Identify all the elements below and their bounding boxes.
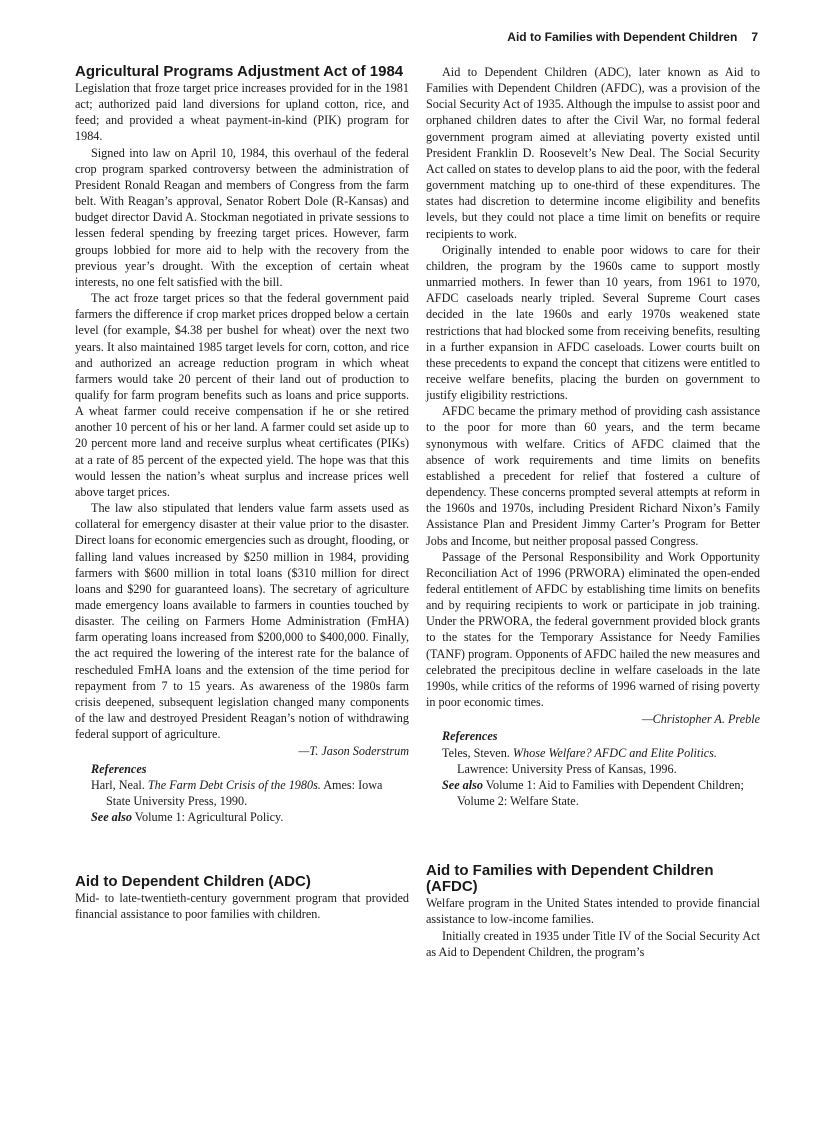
see-also-text: Volume 1: Agricultural Policy. [131,810,284,825]
reference-item [442,745,760,777]
body-paragraph: Passage of the Personal Responsibility and Work Opportunity Reconciliation Act of 1996 (PRWORA) eliminated the open-ended federal entitlement of AFDC by establishing time limits on benefits and by requiring recipients to work or participate in job training. Under the PRWORA, the federal government provided block grants to the states for the Temporary Assistance for Needy Families (TANF) program. Opponents of AFDC hailed the new measures and celebrated the precipitous decline in welfare caseloads in the late 1990s, while critics of the reforms of 1996 warned of rising poverty in poor economic times. [426,549,760,710]
reference-author: Teles, Steven. [442,745,513,760]
see-also-label: See also [91,810,132,825]
reference-title: The Farm Debt Crisis of the 1980s. [147,777,321,792]
body-paragraph: Originally intended to enable poor widows to care for their children, the program by the 1960s came to support mostly unmarried mothers. In fewer than 10 years, from 1961 to 1970, AFDC caseloads nearly tripled. Several Supreme Court cases decided in the late 1960s and early 1970s weakened state restrictions that had blocked some from receiving benefits, resulting in a further expansion in AFDC caseloads. Lower courts built on these precedents to expand the concept that citizens were entitled to receive welfare benefits, placing the burden on government to justify eligibility restrictions. [426,242,760,403]
entry-title-agricultural-programs: Agricultural Programs Adjustment Act of 1984 [75,63,404,80]
reference-title: Whose Welfare? AFDC and Elite Politics. [512,745,717,760]
entry-title-afdc: Aid to Families with Dependent Children (AFDC) [426,862,714,896]
reference-publisher: Lawrence: University Press of Kansas, 1996. [457,761,677,776]
author-byline: —Christopher A. Preble [641,712,760,727]
body-paragraph: AFDC became the primary method of providing cash assistance to the poor for more than 60 years, and the term became synonymous with welfare. Critics of AFDC claimed that the absence of work requirements and time limits on benefits established a precedent for relief that fostered a culture of dependency. These concerns prompted several attempts at reform in the 1960s and 1970s, including President Richard Nixon’s Family Assistance Plan and President Jimmy Carter’s Program for Better Jobs and Income, but neither proposal passed Congress. [426,404,760,548]
reference-item [91,777,409,809]
see-also-text: Volume 1: Aid to Families with Dependent Children; Volume 2: Welfare State. [457,777,744,809]
entry-title-adc: Aid to Dependent Children (ADC) [75,873,311,891]
author-byline: —T. Jason Soderstrum [298,744,409,759]
reference-author: Harl, Neal. [91,777,148,792]
entry-definition: Welfare program in the United States intended to provide financial assistance to low-income families. [426,896,760,927]
running-head [507,30,758,44]
references-heading: References [91,761,147,776]
body-paragraph: Initially created in 1935 under Title IV of the Social Security Act as Aid to Dependent Children, the program’s [426,928,760,959]
right-column [426,64,760,1074]
references-block [442,728,760,809]
see-also-label: See also [442,777,483,792]
page-number: 7 [751,30,758,44]
see-also [442,777,760,809]
body-paragraph: The act froze target prices so that the federal government paid farmers the difference if crop market prices dropped below a certain level (for example, $4.38 per bushel for wheat) over the next two years. It also maintained 1985 target levels for corn, cotton, and rice and authorized an acreage reduction program in which wheat farmers would take 20 percent of their land out of production to qualify for farm program benefits such as loans and price supports. A wheat farmer could receive compensation if he or she retired another 10 percent of his or her land. A farmer could set aside up to 20 percent more land and receive surplus wheat certificates (PIKs) at a rate of 85 percent of the expected yield. The hope was that this would lessen the nation’s wheat surplus and increase prices well above target prices. [75,291,409,499]
references-block [91,761,409,826]
entry-definition: Legislation that froze target price increases provided for in the 1981 act; authorized paid land diversions for upland cotton, rice, and feed; and provided a wheat payment-in-kind (PIK) program for 1984. [75,81,409,144]
left-column [75,64,409,1074]
body-paragraph: The law also stipulated that lenders value farm assets used as collateral for emergency disaster at their value prior to the disaster. Direct loans for economic emergencies such as drought, flooding, or falling land values increased by $250 million in 1984, providing farmers with $600 million in total loans ($310 million for direct loans and $290 for guaranteed loans). The secretary of agriculture made emergency loans available to farmers in counties touched by disaster. The ceiling on Farmers Home Administration (FmHA) farm operating loans increased from $200,000 to $400,000. Finally, the act required the lowering of the interest rate for the balance of rescheduled FmHA loans and the extension of the time period for repayment from 7 to 15 years. As awareness of the 1980s farm crisis deepened, subsequent legislation changed many components of the law and destroyed President Reagan’s notion of withdrawing federal support of agriculture. [75,501,409,742]
running-head-title: Aid to Families with Dependent Children [507,30,738,44]
reference-publisher: Ames: Iowa State University Press, 1990. [106,777,383,808]
body-paragraph: Aid to Dependent Children (ADC), later known as Aid to Families with Dependent Children (AFDC), was a provision of the Social Security Act of 1935. Although the impulse to assist poor and orphaned children dates to after the Civil War, no formal federal government program aimed at alleviating poverty existed until President Franklin D. Roosevelt’s New Deal. The Social Security Act called on states to develop plans to aid the poor, with the federal government matching up to one-third of these expenditures. The states had discretion to determine income eligibility and benefits levels, but they could not place a time limit on benefits or require recipients to work. [426,65,760,241]
references-heading: References [442,729,498,744]
body-paragraph: Signed into law on April 10, 1984, this overhaul of the federal crop program sparked controversy between the administration of President Ronald Reagan and members of Congress from the farm belt. With Reagan’s approval, Senator Robert Dole (R-Kansas) and budget director David A. Stockman negotiated in private sessions to lessen federal spending by freezing target prices. However, farm groups lobbied for more aid to help with the recovery from the previous year’s drought. With the exception of certain wheat interests, no one felt satisfied with the bill. [75,145,409,289]
see-also [91,809,409,825]
entry-definition: Mid- to late-twentieth-century government program that provided financial assistance to poor families with children. [75,891,409,922]
